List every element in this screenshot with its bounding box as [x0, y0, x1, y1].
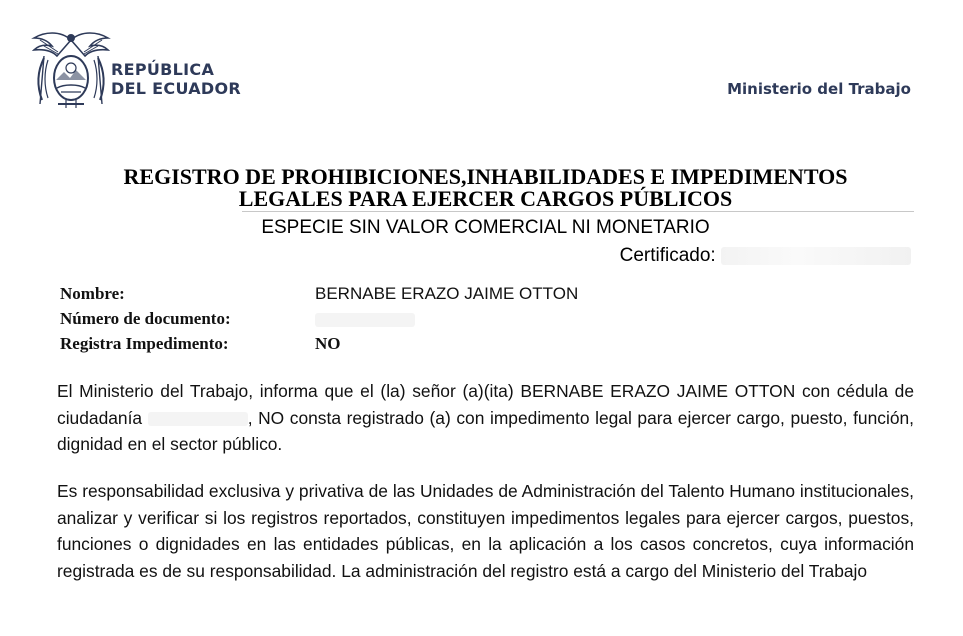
document-title: [60, 166, 911, 210]
name-value: BERNABE ERAZO JAIME OTTON: [315, 284, 579, 303]
government-name-line2: DEL ECUADOR: [111, 79, 242, 98]
document-number-value: [315, 309, 415, 332]
document-header: [0, 0, 963, 130]
document-number-redacted: [315, 313, 415, 327]
ministry-name: Ministerio del Trabajo: [727, 80, 911, 98]
document-title-line2: LEGALES PARA EJERCER CARGOS PÚBLICOS: [238, 186, 733, 211]
ecuador-coat-of-arms-icon: [30, 26, 112, 112]
document-title-line1: REGISTRO DE PROHIBICIONES,INHABILIDADES E IMPEDIMENTOS: [123, 164, 848, 189]
statement-text-part1: El Ministerio del Trabajo, informa que el (la) señor (a)(ita) BERNABE ERAZO JAIME OTTON con cédula de ciudadanía: [57, 381, 914, 428]
certificate-label: Certificado:: [619, 245, 716, 266]
responsibility-paragraph: Es responsabilidad exclusiva y privativa de las Unidades de Administración del Talento Humano institucionales, analizar y verificar si los registros reportados, constituyen impedimentos legales para ejercer cargos, puestos, funciones o dignidades en las entidades públicas, en la aplicación a los casos concretos, cuya información registrada es de su responsabilidad. La administración del registro está a cargo del Ministerio del Trabajo: [57, 481, 914, 581]
certificate-redacted: [721, 247, 911, 265]
statement-paragraph: [57, 378, 914, 458]
impediment-label: Registra Impedimento:: [60, 334, 229, 353]
document-number-label: Número de documento:: [60, 309, 231, 328]
impediment-value: NO: [315, 334, 341, 353]
document-subtitle: ESPECIE SIN VALOR COMERCIAL NI MONETARIO: [261, 217, 710, 238]
name-label: Nombre:: [60, 284, 125, 303]
certificate-line: [620, 245, 911, 267]
statement-text-part2: , NO consta registrado (a) con impedimento legal para ejercer cargo, puesto, función, dignidad en el sector público.: [57, 407, 914, 454]
title-divider: [242, 211, 914, 212]
government-name: [111, 60, 241, 98]
government-name-line1: REPÚBLICA: [111, 60, 215, 79]
id-number-redacted: [148, 412, 248, 426]
